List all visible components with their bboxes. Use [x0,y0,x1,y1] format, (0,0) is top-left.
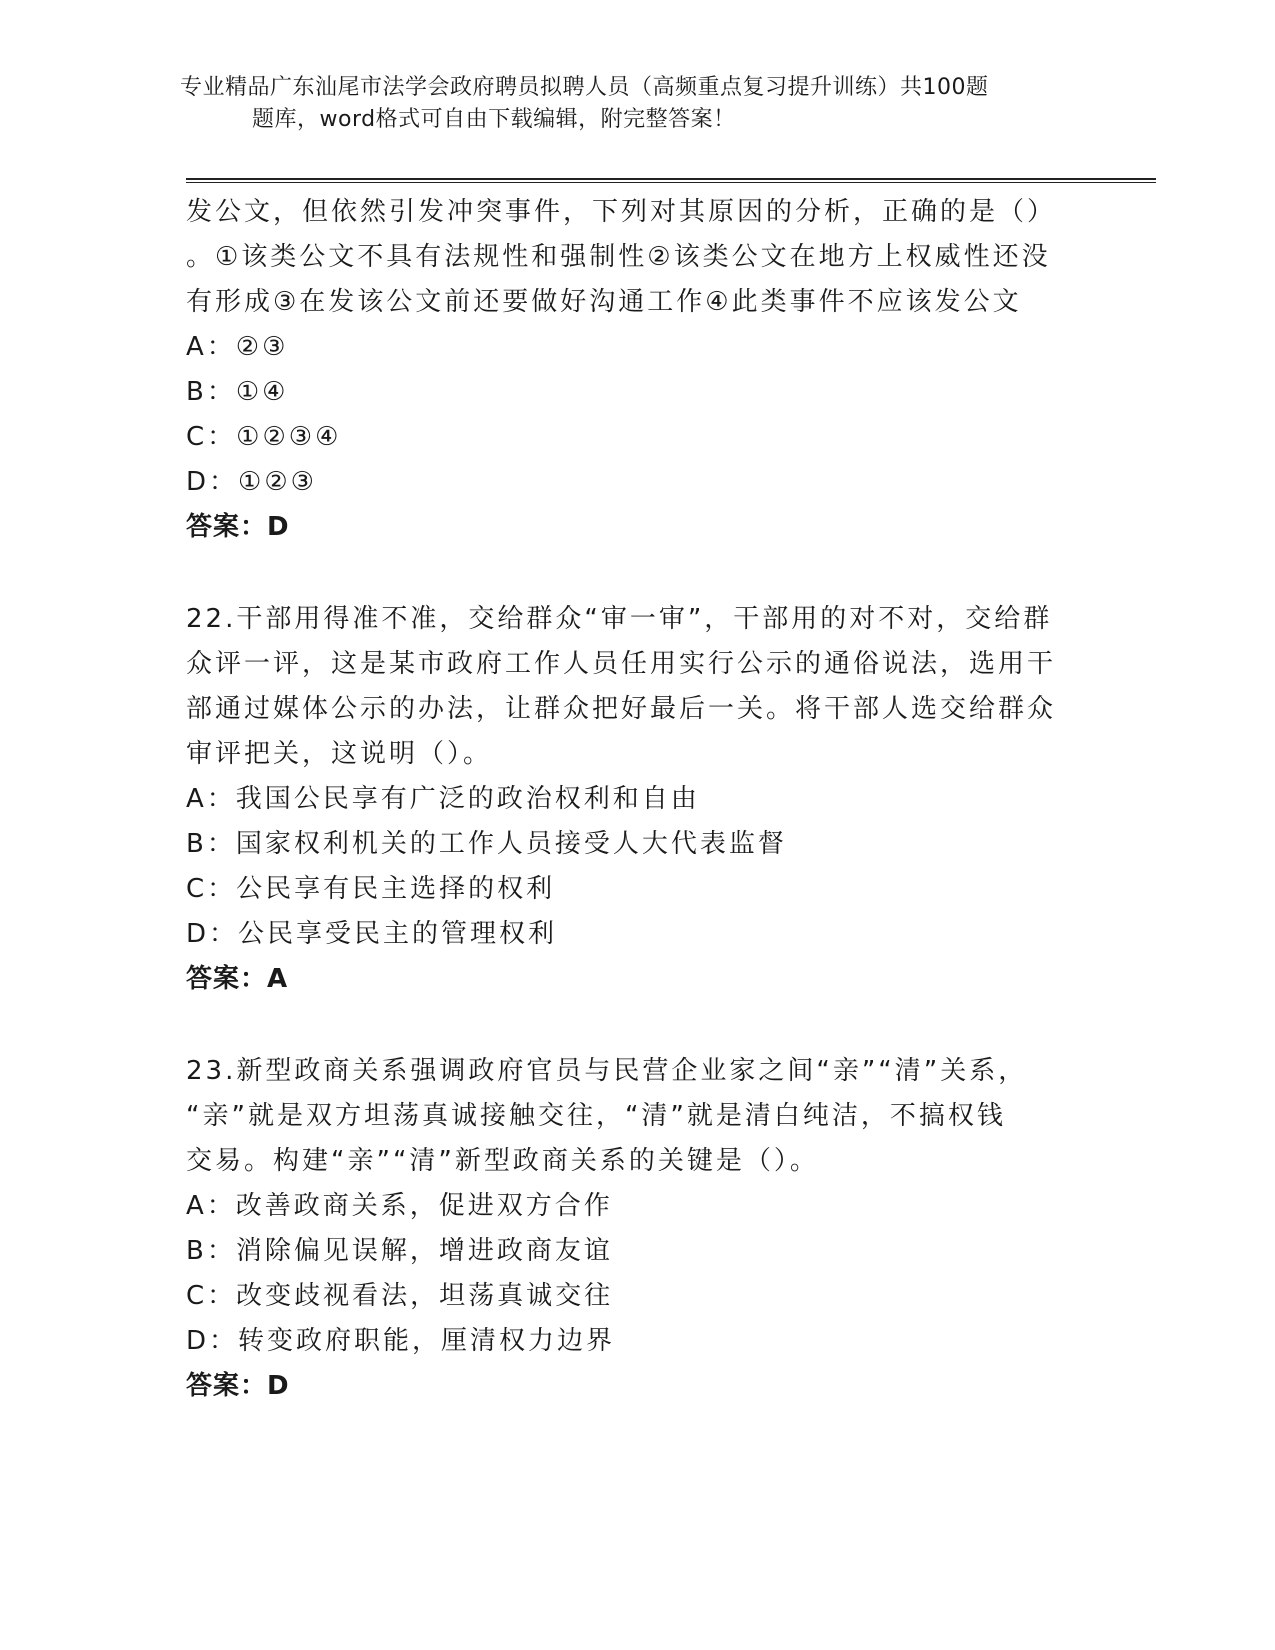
question-text-line: 众评一评，这是某市政府工作人员任用实行公示的通俗说法，选用干 [186,649,1057,679]
option-c: C：①②③④ [186,422,342,452]
question-22 [186,597,1086,1002]
option-a: A：我国公民享有广泛的政治权利和自由 [186,784,700,814]
question-text-line: 部通过媒体公示的办法，让群众把好最后一关。将干部人选交给群众 [186,694,1057,724]
header-divider-thick [186,178,1156,180]
question-text-line: 审评把关，这说明（）。 [186,739,493,769]
option-b: B：消除偏见误解，增进政商友谊 [186,1236,613,1266]
question-text-line: 有形成③在发该公文前还要做好沟通工作④此类事件不应该发公文 [186,287,1022,317]
page-header [180,72,1080,136]
question-23 [186,1049,1086,1409]
question-text-line: “亲”就是双方坦荡真诚接触交往，“清”就是清白纯洁，不搞权钱 [186,1101,1006,1131]
question-text-line: 23.新型政商关系强调政府官员与民营企业家之间“亲”“清”关系， [186,1056,1028,1086]
option-a: A：②③ [186,332,289,362]
option-c: C：改变歧视看法，坦荡真诚交往 [186,1281,614,1311]
answer-label: 答案：D [186,1371,290,1401]
option-d: D：转变政府职能，厘清权力边界 [186,1326,616,1356]
option-a: A：改善政商关系，促进双方合作 [186,1191,613,1221]
question-text-line: 发公文，但依然引发冲突事件，下列对其原因的分析，正确的是（） [186,197,1057,227]
header-divider-thin [186,182,1156,183]
option-b: B：①④ [186,377,289,407]
document-body [186,190,1086,1409]
question-text-line: 。①该类公文不具有法规性和强制性②该类公文在地方上权威性还没 [186,242,1051,272]
question-text-line: 22.干部用得准不准，交给群众“审一审”，干部用的对不对，交给群 [186,604,1053,634]
option-d: D：公民享受民主的管理权利 [186,919,558,949]
option-d: D：①②③ [186,467,317,497]
answer-label: 答案：D [186,512,290,542]
header-title-line2: 题库，word格式可自由下载编辑，附完整答案！ [252,107,736,132]
option-c: C：公民享有民主选择的权利 [186,874,556,904]
answer-label: 答案：A [186,964,289,994]
question-21 [186,190,1086,550]
header-title-line1: 专业精品广东汕尾市法学会政府聘员拟聘人员（高频重点复习提升训练）共100题 [180,75,989,100]
question-text-line: 交易。构建“亲”“清”新型政商关系的关键是（）。 [186,1146,819,1176]
option-b: B：国家权利机关的工作人员接受人大代表监督 [186,829,787,859]
